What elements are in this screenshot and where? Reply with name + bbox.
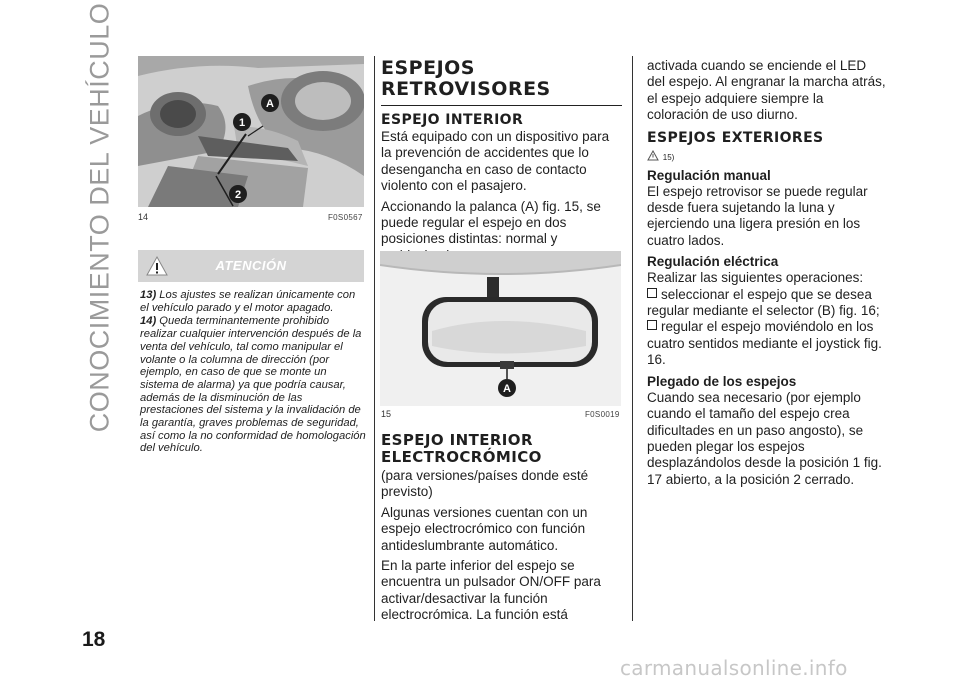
callout-a-fig14: A	[266, 98, 274, 110]
paragraph: Está equipado con un dispositivo para la prevención de accidentes que lo desengancha en caso de contacto violento con el pasajero.	[381, 129, 610, 194]
column-2-top	[381, 58, 622, 268]
paragraph: Algunas versiones cuentan con un espejo electrocrómico con función antideslumbrante automático.	[381, 504, 588, 553]
warning-title: ATENCIÓN	[215, 258, 287, 273]
subheading-espejo-interior: ESPEJO INTERIOR	[381, 112, 524, 128]
warning-note	[140, 289, 366, 314]
figure-14-code: F0S0567	[328, 213, 363, 222]
bullet-icon	[647, 288, 657, 298]
watermark: carmanualsonline.info	[620, 656, 848, 680]
paragraph: El espejo retrovisor se puede regular desde fuera sujetando la luna y ejerciendo una ligera presión en los cuatro lados.	[647, 183, 868, 248]
figure-15-number: 15	[381, 409, 392, 419]
column-divider	[374, 56, 375, 621]
subheading-regulacion-manual: Regulación manual	[647, 167, 771, 183]
callout-2-fig14: 2	[234, 189, 242, 201]
paragraph: Cuando sea necesario (por ejemplo cuando el tamaño del espejo crea dificultades en un paso angosto), se pueden plegar los espejos desplazándolos desde la posición 1 fig. 17 abierto, a la posición 2 cerrado.	[647, 389, 882, 487]
warning-note	[140, 315, 366, 455]
section-title-vertical	[80, 2, 120, 432]
note-text: Queda terminantemente prohibido realizar cualquier intervención después de la venta del vehículo, tal como manipular el volante o la columna de dirección (por ejemplo, en caso de que se monte un sistema de alarma) ya que podría causar, además de la disminución de las prestaciones del sistema y la invalidación de la garantía, graves problemas de seguridad, así como la no conformidad de homologación del vehículo.	[140, 315, 366, 455]
column-2-bottom	[381, 432, 622, 628]
subheading-espejo-interior-electro: ESPEJO INTERIOR	[381, 431, 533, 449]
paragraph: En la parte inferior del espejo se encuentra un pulsador ON/OFF para activar/desactivar la función electrocrómica. La función está	[381, 558, 601, 623]
warning-reference	[647, 149, 887, 163]
paragraph: Realizar las siguientes operaciones:	[647, 270, 864, 286]
list-item-text: seleccionar el espejo que se desea regular mediante el selector (B) fig. 16;	[647, 286, 880, 319]
note-text: Los ajustes se realizan únicamente con el vehículo parado y el motor apagado.	[140, 289, 356, 314]
column-divider	[632, 56, 633, 621]
callout-1-fig14: 1	[238, 117, 246, 129]
heading-rule	[381, 105, 622, 106]
bullet-icon	[647, 320, 657, 330]
figure-14-steering-column-image	[138, 56, 364, 207]
callout-a-fig15: A	[503, 383, 511, 395]
figure-14-number: 14	[138, 212, 149, 222]
paragraph: (para versiones/países donde esté previsto)	[381, 468, 589, 500]
page-number: 18	[82, 628, 106, 651]
subheading-electrocromico: ELECTROCRÓMICO	[381, 448, 542, 466]
list-item	[647, 319, 887, 368]
warning-header	[138, 250, 364, 282]
rearview-mirror-illustration	[380, 251, 621, 406]
list-item	[647, 287, 887, 320]
figure-15-rearview-mirror-image	[380, 251, 621, 406]
warning-ref-number: 15)	[662, 152, 675, 162]
section-title-text: CONOCIMIENTO DEL VEHÍCULO	[84, 2, 115, 432]
warning-small-icon	[647, 150, 659, 161]
note-number: 13)	[140, 289, 157, 301]
subheading-plegado: Plegado de los espejos	[647, 373, 797, 389]
section-heading-retrovisores: RETROVISORES	[381, 78, 551, 100]
steering-column-illustration	[138, 56, 364, 207]
section-heading-espejos: ESPEJOS	[381, 57, 475, 79]
subheading-regulacion-electrica: Regulación eléctrica	[647, 254, 779, 270]
warning-notes	[140, 289, 366, 456]
paragraph: Accionando la palanca (A) fig. 15, se puede regular el espejo en dos posiciones distintas: normal y	[381, 198, 601, 247]
subheading-espejos-exteriores: ESPEJOS EXTERIORES	[647, 129, 824, 146]
figure-15-code: F0S0019	[585, 410, 620, 419]
list-item-text: regular el espejo moviéndolo en los cuatro sentidos mediante el joystick fig. 16.	[647, 319, 882, 368]
column-3	[647, 58, 887, 492]
note-number: 14)	[140, 315, 157, 328]
paragraph: activada cuando se enciende el LED del espejo. Al engranar la marcha atrás, el espejo adquiere siempre la coloración de uso diurno.	[647, 58, 886, 123]
